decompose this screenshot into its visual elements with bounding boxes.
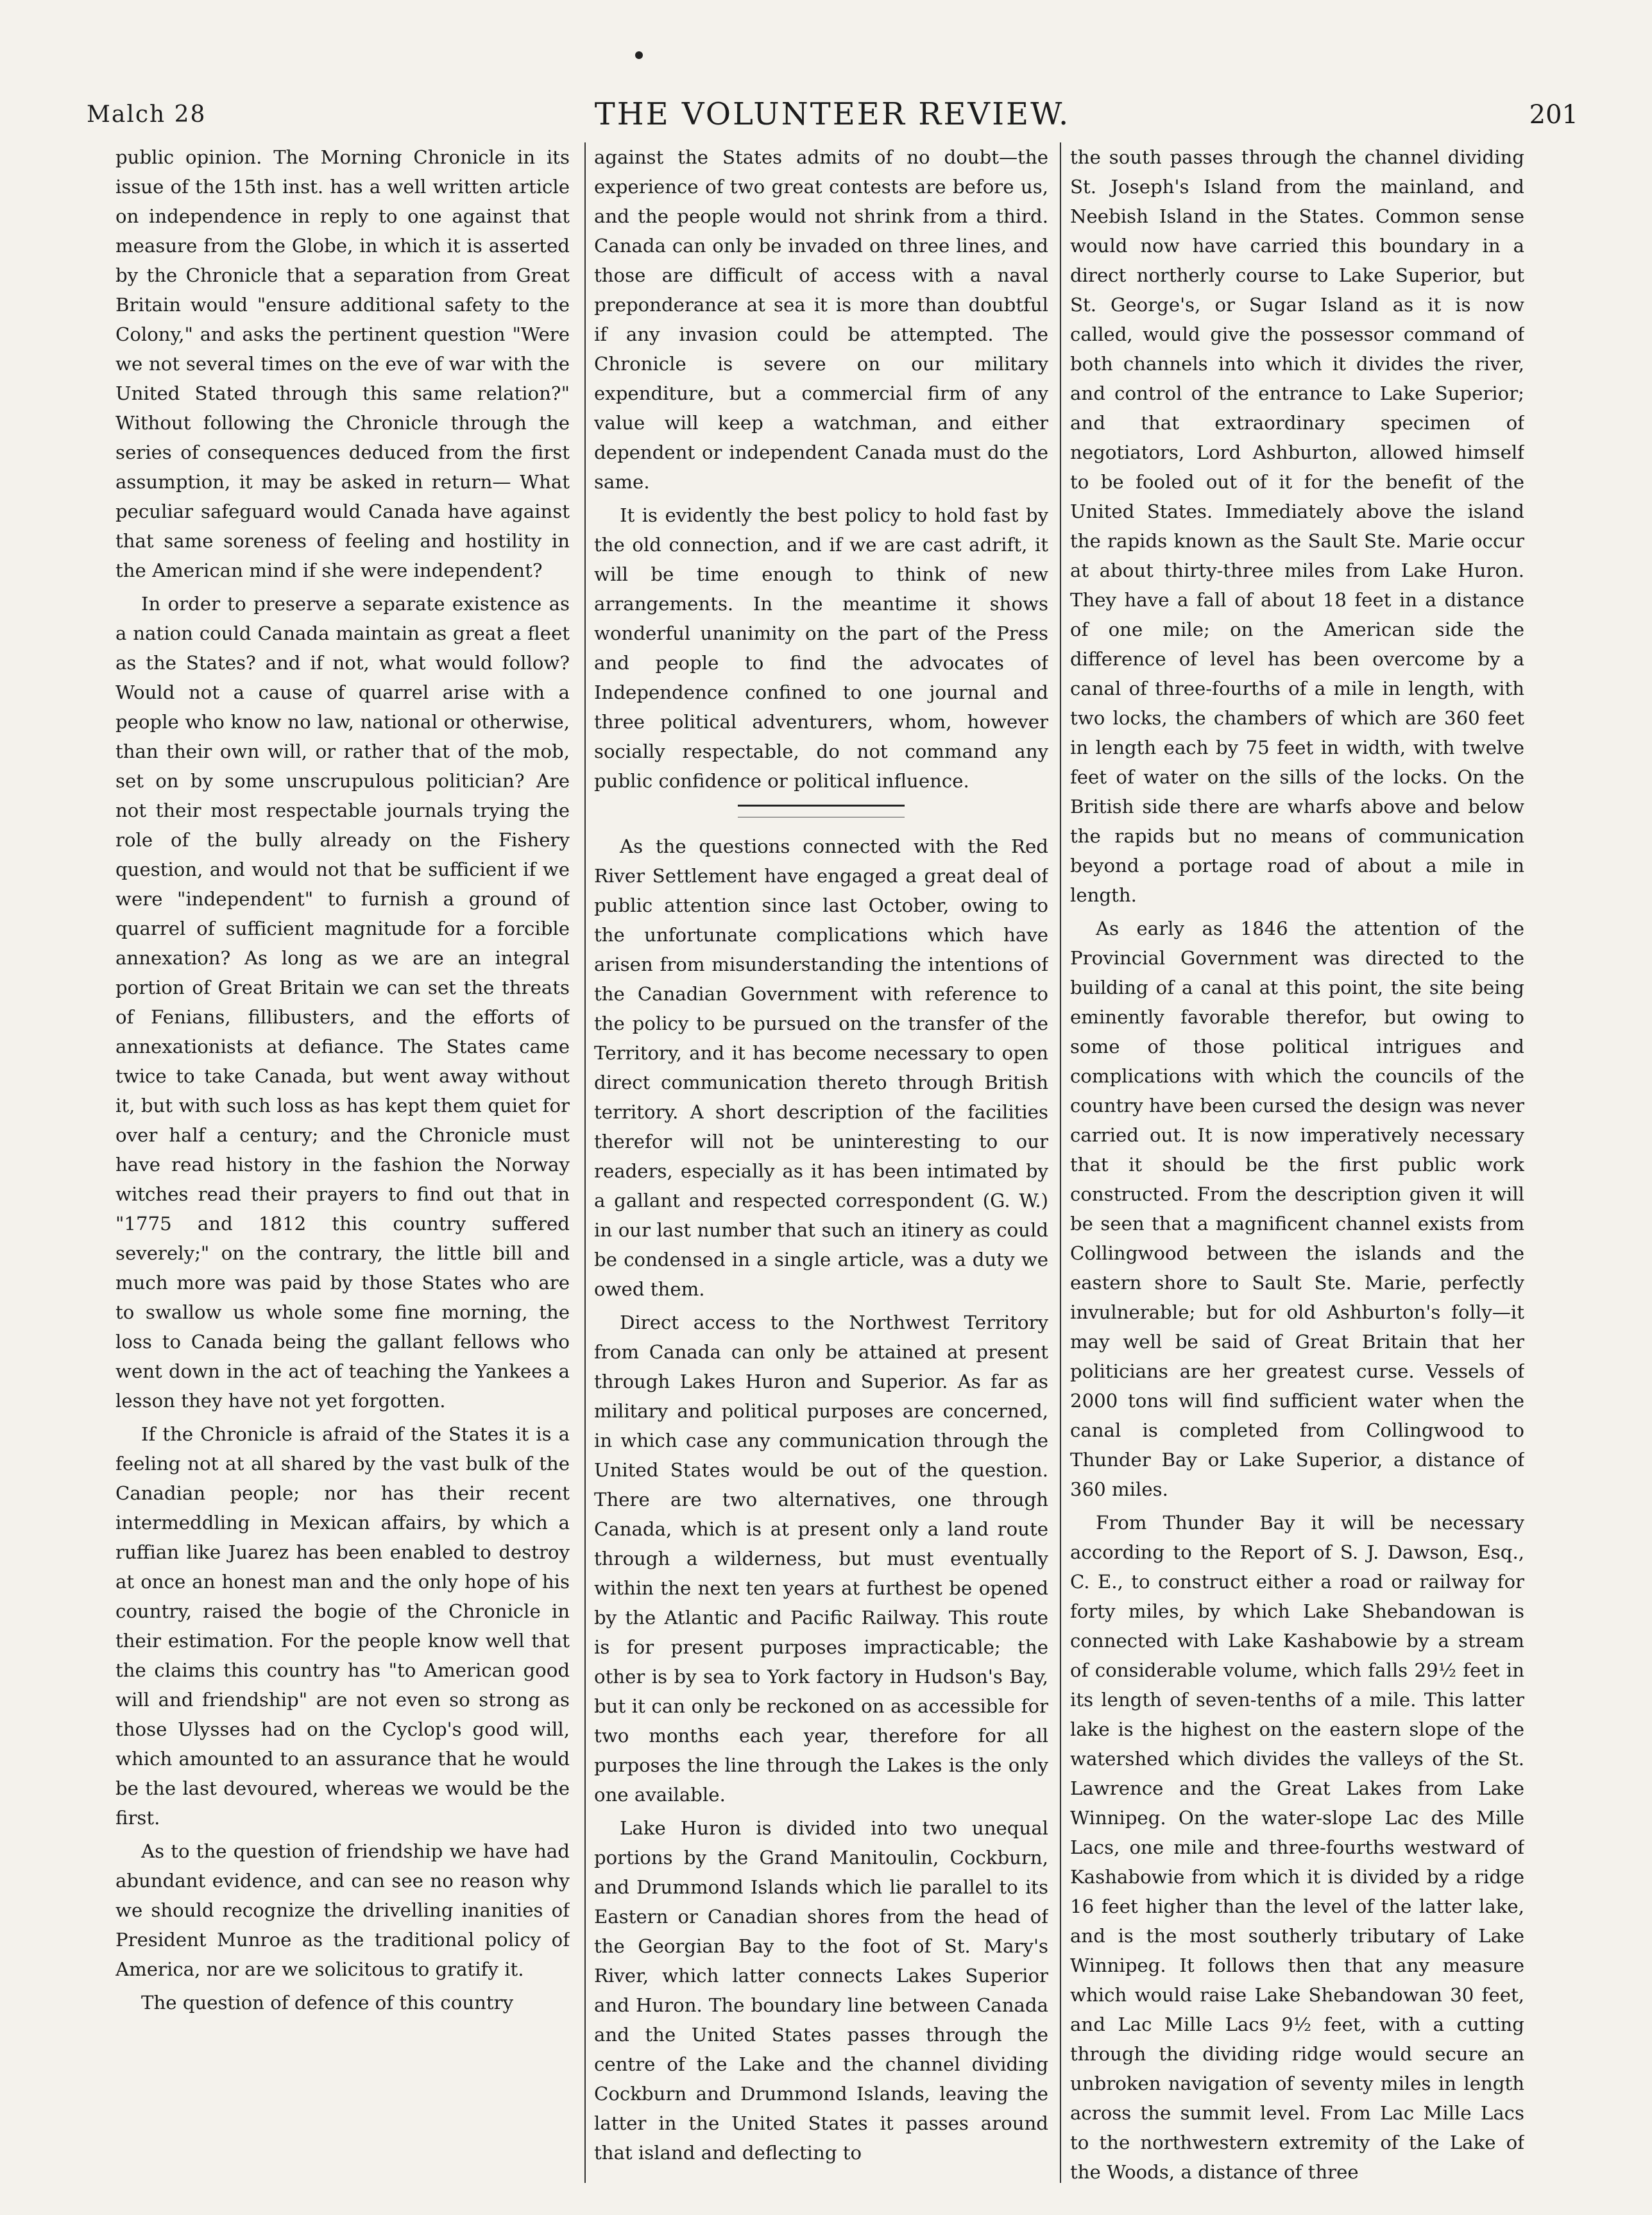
ink-dot (635, 51, 643, 59)
paragraph: against the States admits of no doubt—the experience of two great contests are before us, and the people would not shrink from a third. Canada can only be invaded on three lines, and those are difficult of access with a naval preponderance at sea it is more than doubtful if any invasion could be attempted. The Chronicle is severe on our military expenditure, but a commercial firm of any value will keep a watchman, and either dependent or independent Canada must do the same. (594, 146, 1048, 493)
paragraph: As early as 1846 the attention of the Provincial Government was directed to the building of a canal at this point, the site being eminently favorable therefor, but owing to some of those political intrigues and complications with which the councils of the country have been cursed the design was never carried out. It is now imperatively necessary that it should be the first public work constructed. From the description given it will be seen that a magnificent channel exists from Collingwood between the islands and the eastern shore to Sault Ste. Marie, perfectly invulnerable; but for old Ashburton's folly—it may well be said of Great Britain that her politicians are her greatest curse. Vessels of 2000 tons will find sufficient water when the canal is completed from Collingwood to Thunder Bay or Lake Superior, a distance of 360 miles. (1070, 918, 1524, 1500)
paragraph: the south passes through the channel dividing St. Joseph's Island from the mainland, and Neebish Island in the States. Common sense would now have carried this boundary in a direct northerly course to Lake Superior, but St. George's, or Sugar Island as it is now called, would give the possessor command of both channels into which it divides the river, and control of the entrance to Lake Superior; and that extraordinary specimen of negotiators, Lord Ashburton, allowed himself to be fooled out of it for the benefit of the United States. Immediately above the island the rapids known as the Sault Ste. Marie occur at about thirty-three miles from Lake Huron. They have a fall of about 18 feet in a distance of one mile; on the American side the difference of level has been overcome by a canal of three-fourths of a mile in length, with two locks, the chambers of which are 360 feet in length each by 75 feet in width, with twelve feet of water on the sills of the locks. On the British side there are wharfs above and below the rapids but no means of communication beyond a portage road of about a mile in length. (1070, 146, 1524, 906)
column-2 (594, 142, 1048, 2186)
column-rule-2 (1060, 142, 1061, 2183)
paragraph: Direct access to the Northwest Territory from Canada can only be attained at present through Lakes Huron and Superior. As far as military and political purposes are concerned, in which case any communication through the United States would be out of the question. There are two alternatives, one through Canada, which is at present only a land route through a wilderness, but must eventually within the next ten years at furthest be opened by the Atlantic and Pacific Railway. This route is for present purposes impracticable; the other is by sea to York factory in Hudson's Bay, but it can only be reckoned on as accessible for two months each year, therefore for all purposes the line through the Lakes is the only one available. (594, 1312, 1048, 1806)
paragraph: Lake Huron is divided into two unequal portions by the Grand Manitoulin, Cockburn, and Drummond Islands which lie parallel to its Eastern or Canadian shores from the head of the Georgian Bay to the foot of St. Mary's River, which latter connects Lakes Superior and Huron. The boundary line between Canada and the United States passes through the centre of the Lake and the channel dividing Cockburn and Drummond Islands, leaving the latter in the United States it passes around that island and deflecting to (594, 1817, 1048, 2164)
page-header (87, 96, 1578, 141)
column-1 (115, 142, 570, 2186)
header-date: Malch 28 (87, 101, 207, 128)
paragraph: If the Chronicle is afraid of the States it is a feeling not at all shared by the vast bulk of the Canadian people; nor has their recent intermeddling in Mexican affairs, by which a ruffian like Juarez has been enabled to destroy at once an honest man and the only hope of his country, raised the bogie of the Chronicle in their estimation. For the people know well that the claims this country has "to American good will and friendship" are not even so strong as those Ulysses had on the Cyclop's good will, which amounted to an assurance that he would be the last devoured, whereas we would be the first. (115, 1423, 570, 1829)
column-3 (1070, 142, 1524, 2186)
paragraph: The question of defence of this country (141, 1992, 514, 2014)
paragraph: public opinion. The Morning Chronicle in its issue of the 15th inst. has a well written article on independence in reply to one against that measure from the Globe, in which it is asserted by the Chronicle that a separation from Great Britain would "ensure additional safety to the Colony," and asks the pertinent question "Were we not several times on the eve of war with the United Stated through this same relation?" Without following the Chronicle through the series of consequences deduced from the first assumption, it may be asked in return— What peculiar safeguard would Canada have against that same soreness of feeling and hostility in the American mind if she were independent? (115, 146, 570, 581)
masthead-title: THE VOLUNTEER REVIEW. (594, 96, 1071, 132)
paragraph: From Thunder Bay it will be necessary according to the Report of S. J. Dawson, Esq., C. E., to construct either a road or railway for forty miles, by which Lake Shebandowan is connected with Lake Kashabowie by a stream of considerable volume, which falls 29½ feet in its length of seven-tenths of a mile. This latter lake is the highest on the eastern slope of the watershed which divides the valleys of the St. Lawrence and the Great Lakes from Lake Winnipeg. On the water-slope Lac des Mille Lacs, one mile and three-fourths westward of Kashabowie from which it is divided by a ridge 16 feet higher than the level of the latter lake, and is the most southerly tributary of Lake Winnipeg. It follows then that any measure which would raise Lake Shebandowan 30 feet, and Lac Mille Lacs 9½ feet, with a cutting through the dividing ridge would secure an unbroken navigation of seventy miles in length across the summit level. From Lac Mille Lacs to the northwestern extremity of the Lake of the Woods, a distance of three (1070, 1512, 1524, 2183)
section-separator (738, 805, 905, 817)
paragraph: It is evidently the best policy to hold fast by the old connection, and if we are cast adrift, it will be time enough to think of new arrangements. In the meantime it shows wonderful unanimity on the part of the Press and people to find the advocates of Independence confined to one journal and three political adventurers, whom, however socially respectable, do not command any public confidence or political influence. (594, 504, 1048, 792)
column-rule-1 (584, 142, 586, 2183)
paragraph: As the questions connected with the Red River Settlement have engaged a great deal of public attention since last October, owing to the unfortunate complications which have arisen from misunderstanding the intentions of the Canadian Government with reference to the policy to be pursued on the transfer of the Territory, and it has become necessary to open direct communication thereto through British territory. A short description of the facilities therefor will not be uninteresting to our readers, especially as it has been intimated by a gallant and respected correspondent (G. W.) in our last number that such an itinery as could be condensed in a single article, was a duty we owed them. (594, 835, 1048, 1300)
page-number: 201 (1529, 100, 1578, 130)
paragraph: As to the question of friendship we have had abundant evidence, and can see no reason why we should recognize the drivelling inanities of President Munroe as the traditional policy of America, nor are we solicitous to gratify it. (115, 1840, 570, 1980)
paragraph: In order to preserve a separate existence as a nation could Canada maintain as great a fleet as the States? and if not, what would follow? Would not a cause of quarrel arise with a people who know no law, national or otherwise, than their own will, or rather that of the mob, set on by some unscrupulous politician? Are not their most respectable journals trying the role of the bully already on the Fishery question, and would not that be sufficient if we were "independent" to furnish a ground of quarrel of sufficient magnitude for a forcible annexation? As long as we are an integral portion of Great Britain we can set the threats of Fenians, fillibusters, and the efforts of annexationists at defiance. The States came twice to take Canada, but went away without it, but with such loss as has kept them quiet for over half a century; and the Chronicle must have read history in the fashion the Norway witches read their prayers to find out that in "1775 and 1812 this country suffered severely;" on the contrary, the little bill and much more was paid by those States who are to swallow us whole some fine morning, the loss to Canada being the gallant fellows who went down in the act of teaching the Yankees a lesson they have not yet forgotten. (115, 593, 570, 1412)
